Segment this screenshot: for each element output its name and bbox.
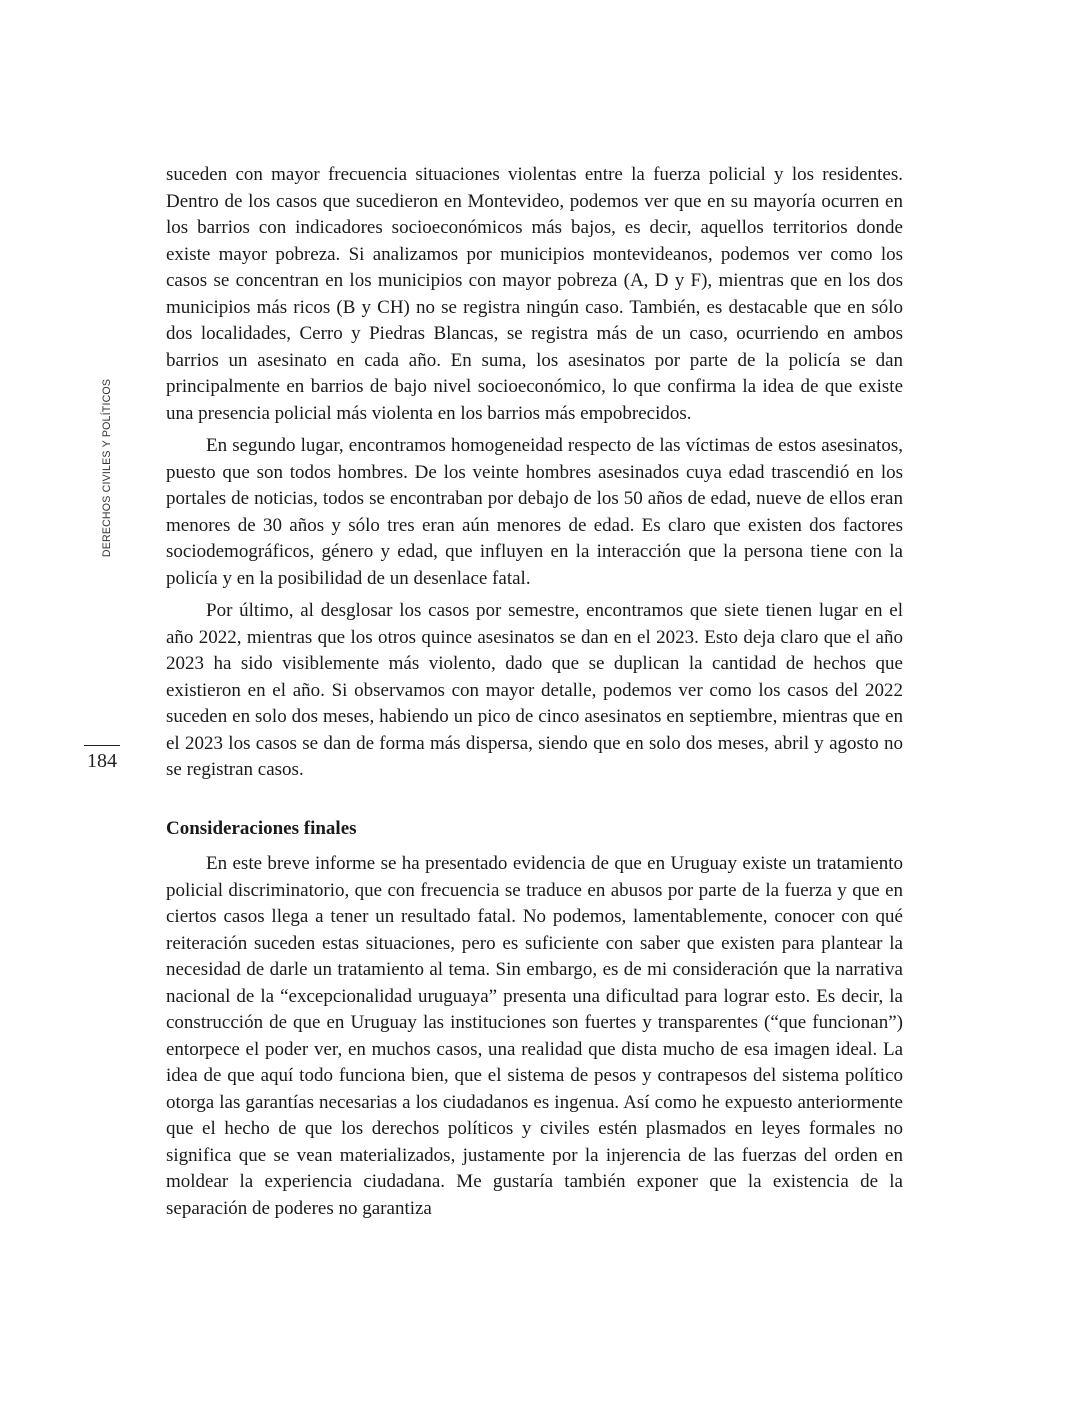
running-head bbox=[77, 370, 137, 565]
running-head-text: DERECHOS CIVILES Y POLÍTICOS bbox=[101, 378, 113, 557]
section-heading: Consideraciones finales bbox=[166, 817, 357, 839]
paragraph-victims: En segundo lugar, encontramos homogeneidad respecto de las víctimas de estos asesinatos, puesto que son todos hombres. De los veinte hombres asesinados cuya edad trascendió en los portales de noticias, todos se encontraban por debajo de los 50 años de edad, nueve de ellos eran menores de 30 años y sólo tres eran aún menores de edad. Es claro que existen dos factores sociodemográficos, género y edad, que influyen en la interacción que la persona tiene con la policía y en la posibilidad de un desenlace fatal. bbox=[166, 435, 903, 589]
paragraph-final-considerations: En este breve informe se ha presentado evidencia de que en Uruguay existe un tratamiento policial discriminatorio, que con frecuencia se traduce en abusos por parte de la fuerza y que en ciertos casos llega a tener un resultado fatal. No podemos, lamentablemente, conocer con qué reiteración suceden estas situaciones, pero es suficiente con saber que existen para plantear la necesidad de darle un tratamiento al tema. Sin embargo, es de mi consideración que la narrativa nacional de la “excepcionalidad uruguaya” presenta una dificultad para lograr esto. Es decir, la construcción de que en Uruguay las instituciones son fuertes y transparentes (“que funcionan”) entorpece el poder ver, en muchos casos, una realidad que dista mucho de esa imagen ideal. La idea de que aquí todo funciona bien, que el sistema de pesos y contrapesos del sistema político otorga las garantías necesarias a los ciudadanos es ingenua. Así como he expuesto anteriormente que el hecho de que los derechos políticos y civiles estén plasmados en leyes formales no significa que se vean materializados, justamente por la injerencia de las fuerzas del orden en moldear la experiencia ciudadana. Me gustaría también exponer que la existencia de la separación de poderes no garantiza bbox=[166, 853, 903, 1219]
paragraph-semesters: Por último, al desglosar los casos por semestre, encontramos que siete tienen lugar en el año 2022, mientras que los otros quince asesinatos se dan en el 2023. Esto deja claro que el año 2023 ha sido visiblemente más violento, dado que se duplican la cantidad de hechos que existieron en el año. Si observamos con mayor detalle, podemos ver como los casos del 2022 suceden en solo dos meses, habiendo un pico de cinco asesinatos en septiembre, mientras que en el 2023 los casos se dan de forma más dispersa, siendo que en solo dos meses, abril y agosto no se registran casos. bbox=[166, 600, 903, 780]
page-number-rule bbox=[84, 745, 120, 746]
body-text bbox=[166, 162, 903, 1228]
paragraph-continued: suceden con mayor frecuencia situaciones violentas entre la fuerza policial y los residentes. Dentro de los casos que sucedieron en Montevideo, podemos ver que en su mayoría ocurren en los barrios con indicadores socioeconómicos más bajos, es decir, aquellos territorios donde existe mayor pobreza. Si analizamos por municipios montevideanos, podemos ver como los casos se concentran en los municipios con mayor pobreza (A, D y F), mientras que en los dos municipios más ricos (B y CH) no se registra ningún caso. También, es destacable que en sólo dos localidades, Cerro y Piedras Blancas, se registra más de un caso, ocurriendo en ambos barrios un asesinato en cada año. En suma, los asesinatos por parte de la policía se dan principalmente en barrios de bajo nivel socioeconómico, lo que confirma la idea de que existe una presencia policial más violenta en los barrios más empobrecidos. bbox=[166, 164, 903, 424]
page-number: 184 bbox=[87, 750, 117, 772]
